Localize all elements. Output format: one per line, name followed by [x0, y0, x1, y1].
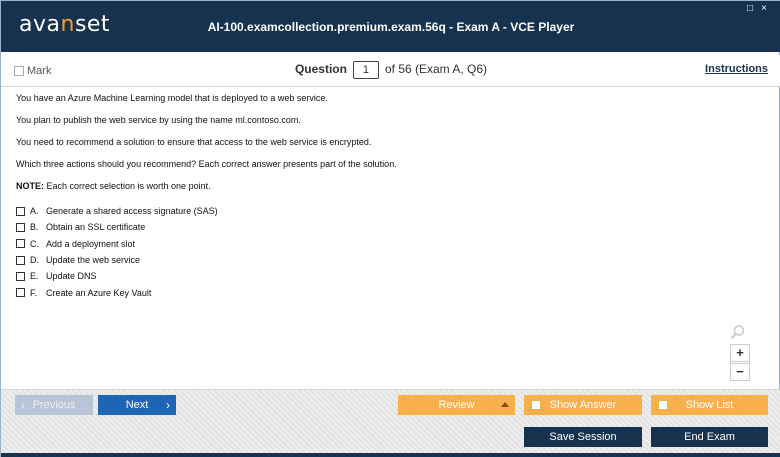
- answer-text: Update the web service: [46, 255, 141, 266]
- avanset-logo: avanset: [19, 12, 111, 37]
- answer-letter: B.: [30, 222, 39, 233]
- answer-text: Obtain an SSL certificate: [46, 222, 146, 233]
- save-session-button[interactable]: Save Session: [524, 427, 642, 447]
- answer-letter: F.: [30, 287, 38, 298]
- review-button[interactable]: [398, 395, 515, 415]
- answer-letter: A.: [30, 206, 39, 217]
- show-answer-checkbox[interactable]: [532, 401, 540, 409]
- answer-option[interactable]: [16, 284, 756, 300]
- answer-checkbox[interactable]: [16, 207, 25, 216]
- answer-option[interactable]: [16, 203, 756, 219]
- chevron-right-icon: ›: [166, 398, 170, 412]
- answer-option[interactable]: [16, 252, 756, 268]
- show-list-label: Show List: [685, 399, 734, 411]
- zoom-in-button[interactable]: +: [730, 344, 750, 362]
- show-list-checkbox[interactable]: [659, 401, 667, 409]
- show-answer-label: Show Answer: [549, 399, 617, 411]
- answer-checkbox[interactable]: [16, 272, 25, 281]
- question-paragraph: You plan to publish the web service by using the name ml.contoso.com.: [16, 115, 301, 125]
- answer-text: Update DNS: [46, 271, 97, 282]
- note-text: Each correct selection is worth one point.: [44, 181, 211, 191]
- answer-list: [16, 203, 756, 301]
- answer-option[interactable]: [16, 268, 756, 284]
- mark-label: Mark: [27, 65, 52, 77]
- next-label: Next: [125, 399, 149, 411]
- review-label: Review: [438, 399, 475, 411]
- end-exam-button[interactable]: End Exam: [651, 427, 768, 447]
- question-paragraph: Which three actions should you recommend? Each correct answer presents part of the solution.: [16, 159, 397, 169]
- question-label: Question: [294, 62, 347, 77]
- question-paragraph: You need to recommend a solution to ensure that access to the web service is encrypted.: [16, 137, 372, 147]
- show-list-button[interactable]: [651, 395, 768, 415]
- show-answer-button[interactable]: [524, 395, 642, 415]
- answer-letter: C.: [30, 238, 39, 249]
- question-content: [16, 93, 756, 301]
- answer-option[interactable]: [16, 219, 756, 235]
- title-bar: [1, 1, 780, 52]
- zoom-out-button[interactable]: −: [730, 363, 750, 381]
- answer-checkbox[interactable]: [16, 223, 25, 232]
- maximize-icon[interactable]: □: [746, 3, 754, 14]
- answer-checkbox[interactable]: [16, 239, 25, 248]
- answer-text: Add a deployment slot: [46, 238, 136, 249]
- instructions-link[interactable]: Instructions: [705, 63, 768, 75]
- answer-checkbox[interactable]: [16, 256, 25, 265]
- bottom-border: [1, 453, 780, 457]
- question-header: [1, 55, 780, 87]
- answer-letter: E.: [30, 271, 39, 282]
- chevron-left-icon: ‹: [21, 398, 25, 412]
- note-label: NOTE:: [16, 181, 44, 191]
- caret-up-icon: [501, 402, 509, 407]
- answer-checkbox[interactable]: [16, 288, 25, 297]
- magnifier-icon: [730, 324, 746, 340]
- next-button[interactable]: [98, 395, 176, 415]
- question-number-display: [1, 61, 780, 79]
- question-paragraph: You have an Azure Machine Learning model that is deployed to a web service.: [16, 93, 328, 103]
- window-title: AI-100.examcollection.premium.exam.56q - Exam A - VCE Player: [207, 20, 575, 34]
- answer-text: Generate a shared access signature (SAS): [46, 206, 218, 217]
- close-icon[interactable]: ×: [761, 3, 767, 14]
- answer-option[interactable]: [16, 236, 756, 252]
- previous-button[interactable]: [15, 395, 93, 415]
- question-number-input[interactable]: 1: [353, 61, 379, 79]
- answer-letter: D.: [30, 255, 39, 266]
- question-of-text: of 56 (Exam A, Q6): [384, 62, 488, 77]
- previous-label: Previous: [32, 399, 76, 411]
- answer-text: Create an Azure Key Vault: [46, 287, 152, 298]
- question-note: [16, 181, 756, 192]
